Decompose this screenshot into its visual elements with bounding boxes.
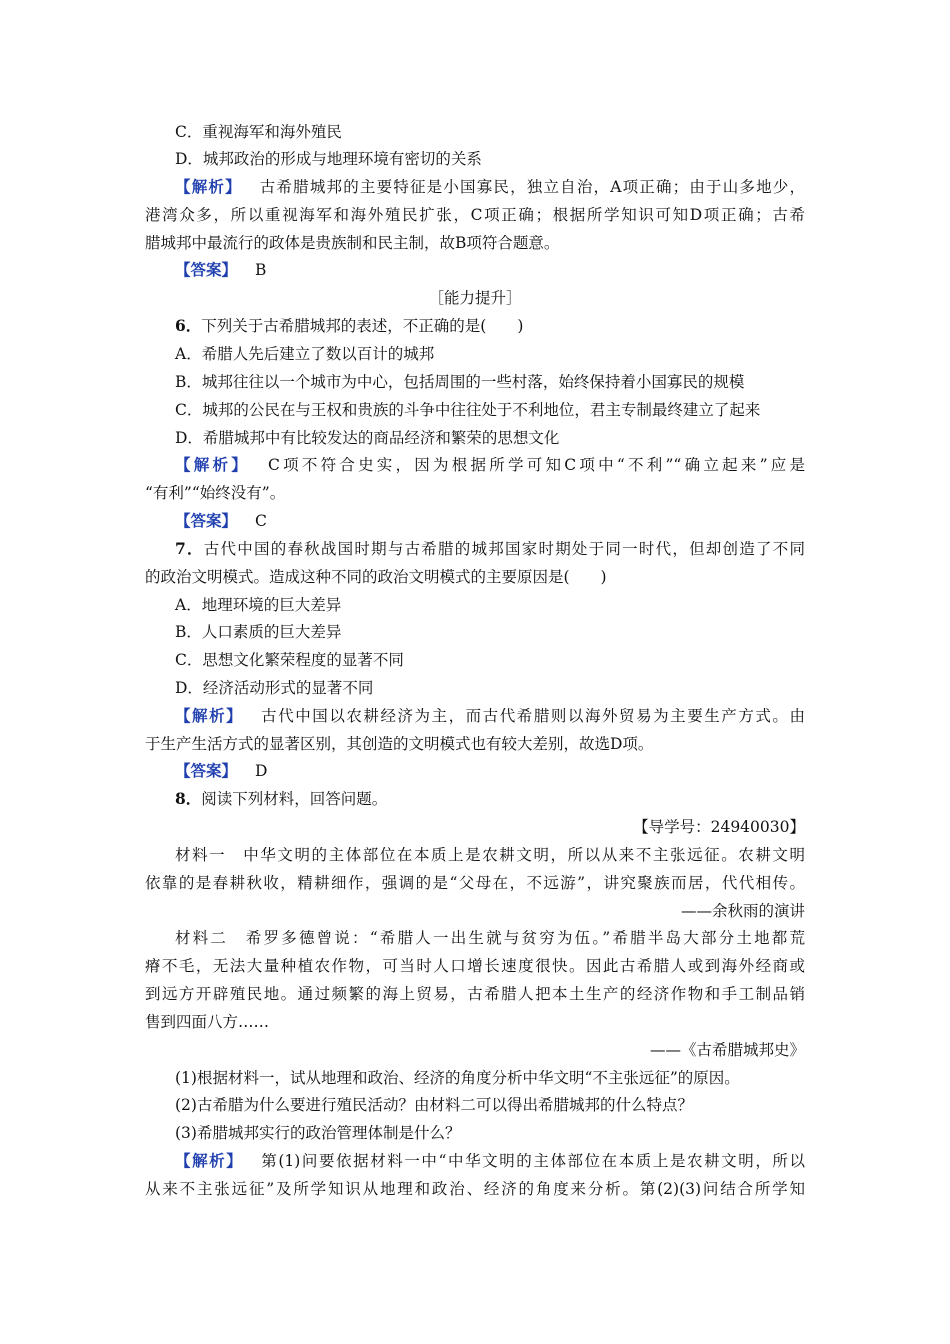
option-c: C．城邦的公民在与王权和贵族的斗争中往往处于不利地位，君主专制最终建立了起来 bbox=[175, 401, 761, 419]
option-c: C．思想文化繁荣程度的显著不同 bbox=[175, 651, 404, 669]
question-text: 阅读下列材料，回答问题。 bbox=[201, 790, 388, 808]
option-d: D．城邦政治的形成与地理环境有密切的关系 bbox=[175, 150, 482, 168]
question-8 bbox=[175, 786, 805, 812]
answer-text: B bbox=[255, 261, 267, 279]
analysis-line bbox=[175, 703, 805, 729]
analysis-tag: 【解析】 bbox=[175, 706, 244, 725]
analysis-text: 古代中国以农耕经济为主，而古代希腊则以海外贸易为主要生产方式。由 bbox=[261, 707, 805, 725]
text-line: 的政治文明模式。造成这种不同的政治文明模式的主要原因是( ) bbox=[145, 568, 607, 586]
sub-question-2: (2)古希腊为什么要进行殖民活动？由材料二可以得出希腊城邦的什么特点？ bbox=[175, 1096, 693, 1114]
sub-question-1: (1)根据材料一，试从地理和政治、经济的角度分析中华文明“不主张远征”的原因。 bbox=[175, 1069, 740, 1087]
source-attribution: ——《古希腊城邦史》 bbox=[649, 1041, 805, 1059]
text-line: 于生产生活方式的显著区别，其创造的文明模式也有较大差别，故选D项。 bbox=[145, 735, 654, 753]
answer-line bbox=[175, 508, 805, 534]
analysis-tag: 【解析】 bbox=[175, 455, 250, 474]
question-6 bbox=[175, 313, 805, 339]
source-attribution: ——余秋雨的演讲 bbox=[680, 902, 805, 920]
analysis-line bbox=[175, 1148, 805, 1174]
text-line: 瘠不毛，无法大量种植农作物，可当时人口增长速度很快。因此古希腊人或到海外经商或 bbox=[145, 957, 805, 975]
analysis-tag: 【解析】 bbox=[175, 1151, 244, 1170]
option-a: A．希腊人先后建立了数以百计的城邦 bbox=[175, 345, 435, 363]
answer-text: C bbox=[255, 512, 267, 530]
text-line: 依靠的是春耕秋收，精耕细作，强调的是“父母在，不远游”，讲究聚族而居，代代相传。 bbox=[145, 874, 805, 892]
question-number: 8． bbox=[175, 789, 202, 808]
material-one: 材料一 中华文明的主体部位在本质上是农耕文明，所以从来不主张远征。农耕文明 bbox=[175, 846, 805, 864]
text-line: “有利”“始终没有”。 bbox=[145, 484, 286, 502]
analysis-line bbox=[175, 452, 805, 478]
analysis-text: C项不符合史实，因为根据所学可知C项中“不利”“确立起来”应是 bbox=[267, 456, 805, 474]
text-line: 从来不主张远征”及所学知识从地理和政治、经济的角度来分析。第(2)(3)问结合所学知 bbox=[145, 1180, 805, 1198]
option-c: C．重视海军和海外殖民 bbox=[175, 123, 342, 141]
sub-question-3: (3)希腊城邦实行的政治管理体制是什么？ bbox=[175, 1124, 461, 1142]
analysis-text: 第(1)问要依据材料一中“中华文明的主体部位在本质上是农耕文明，所以 bbox=[261, 1152, 805, 1170]
guide-number: 【导学号：24940030】 bbox=[633, 818, 805, 836]
option-d: D．经济活动形式的显著不同 bbox=[175, 679, 374, 697]
option-b: B．城邦往往以一个城市为中心，包括周围的一些村落，始终保持着小国寡民的规模 bbox=[175, 373, 745, 391]
option-b: B．人口素质的巨大差异 bbox=[175, 623, 342, 641]
question-number: 6． bbox=[175, 316, 202, 335]
text-line: 腊城邦中最流行的政体是贵族制和民主制，故B项符合题意。 bbox=[145, 234, 560, 252]
analysis-tag: 【解析】 bbox=[175, 177, 242, 196]
text-line: 到远方开辟殖民地。通过频繁的海上贸易，古希腊人把本土生产的经济作物和手工制品销 bbox=[145, 985, 805, 1003]
question-text: 古代中国的春秋战国时期与古希腊的城邦国家时期处于同一时代，但却创造了不同 bbox=[203, 540, 805, 558]
answer-text: D bbox=[255, 762, 268, 780]
answer-tag: 【答案】 bbox=[175, 260, 238, 279]
analysis-text: 古希腊城邦的主要特征是小国寡民，独立自治，A项正确；由于山多地少， bbox=[259, 178, 805, 196]
question-text: 下列关于古希腊城邦的表述，不正确的是( ) bbox=[201, 317, 524, 335]
answer-tag: 【答案】 bbox=[175, 761, 238, 780]
question-7 bbox=[175, 536, 805, 562]
answer-tag: 【答案】 bbox=[175, 511, 238, 530]
text-line: 售到四面八方…… bbox=[145, 1013, 270, 1031]
text-line: 港湾众多，所以重视海军和海外殖民扩张，C项正确；根据所学知识可知D项正确；古希 bbox=[145, 206, 805, 224]
option-a: A．地理环境的巨大差异 bbox=[175, 596, 342, 614]
question-number: 7． bbox=[175, 539, 204, 558]
answer-line bbox=[175, 758, 805, 784]
option-d: D．希腊城邦中有比较发达的商品经济和繁荣的思想文化 bbox=[175, 429, 560, 447]
analysis-line bbox=[175, 174, 805, 200]
section-heading: ［能力提升］ bbox=[428, 289, 522, 307]
material-two: 材料二 希罗多德曾说：“希腊人一出生就与贫穷为伍。”希腊半岛大部分土地都荒 bbox=[175, 929, 805, 947]
answer-line bbox=[175, 257, 805, 283]
